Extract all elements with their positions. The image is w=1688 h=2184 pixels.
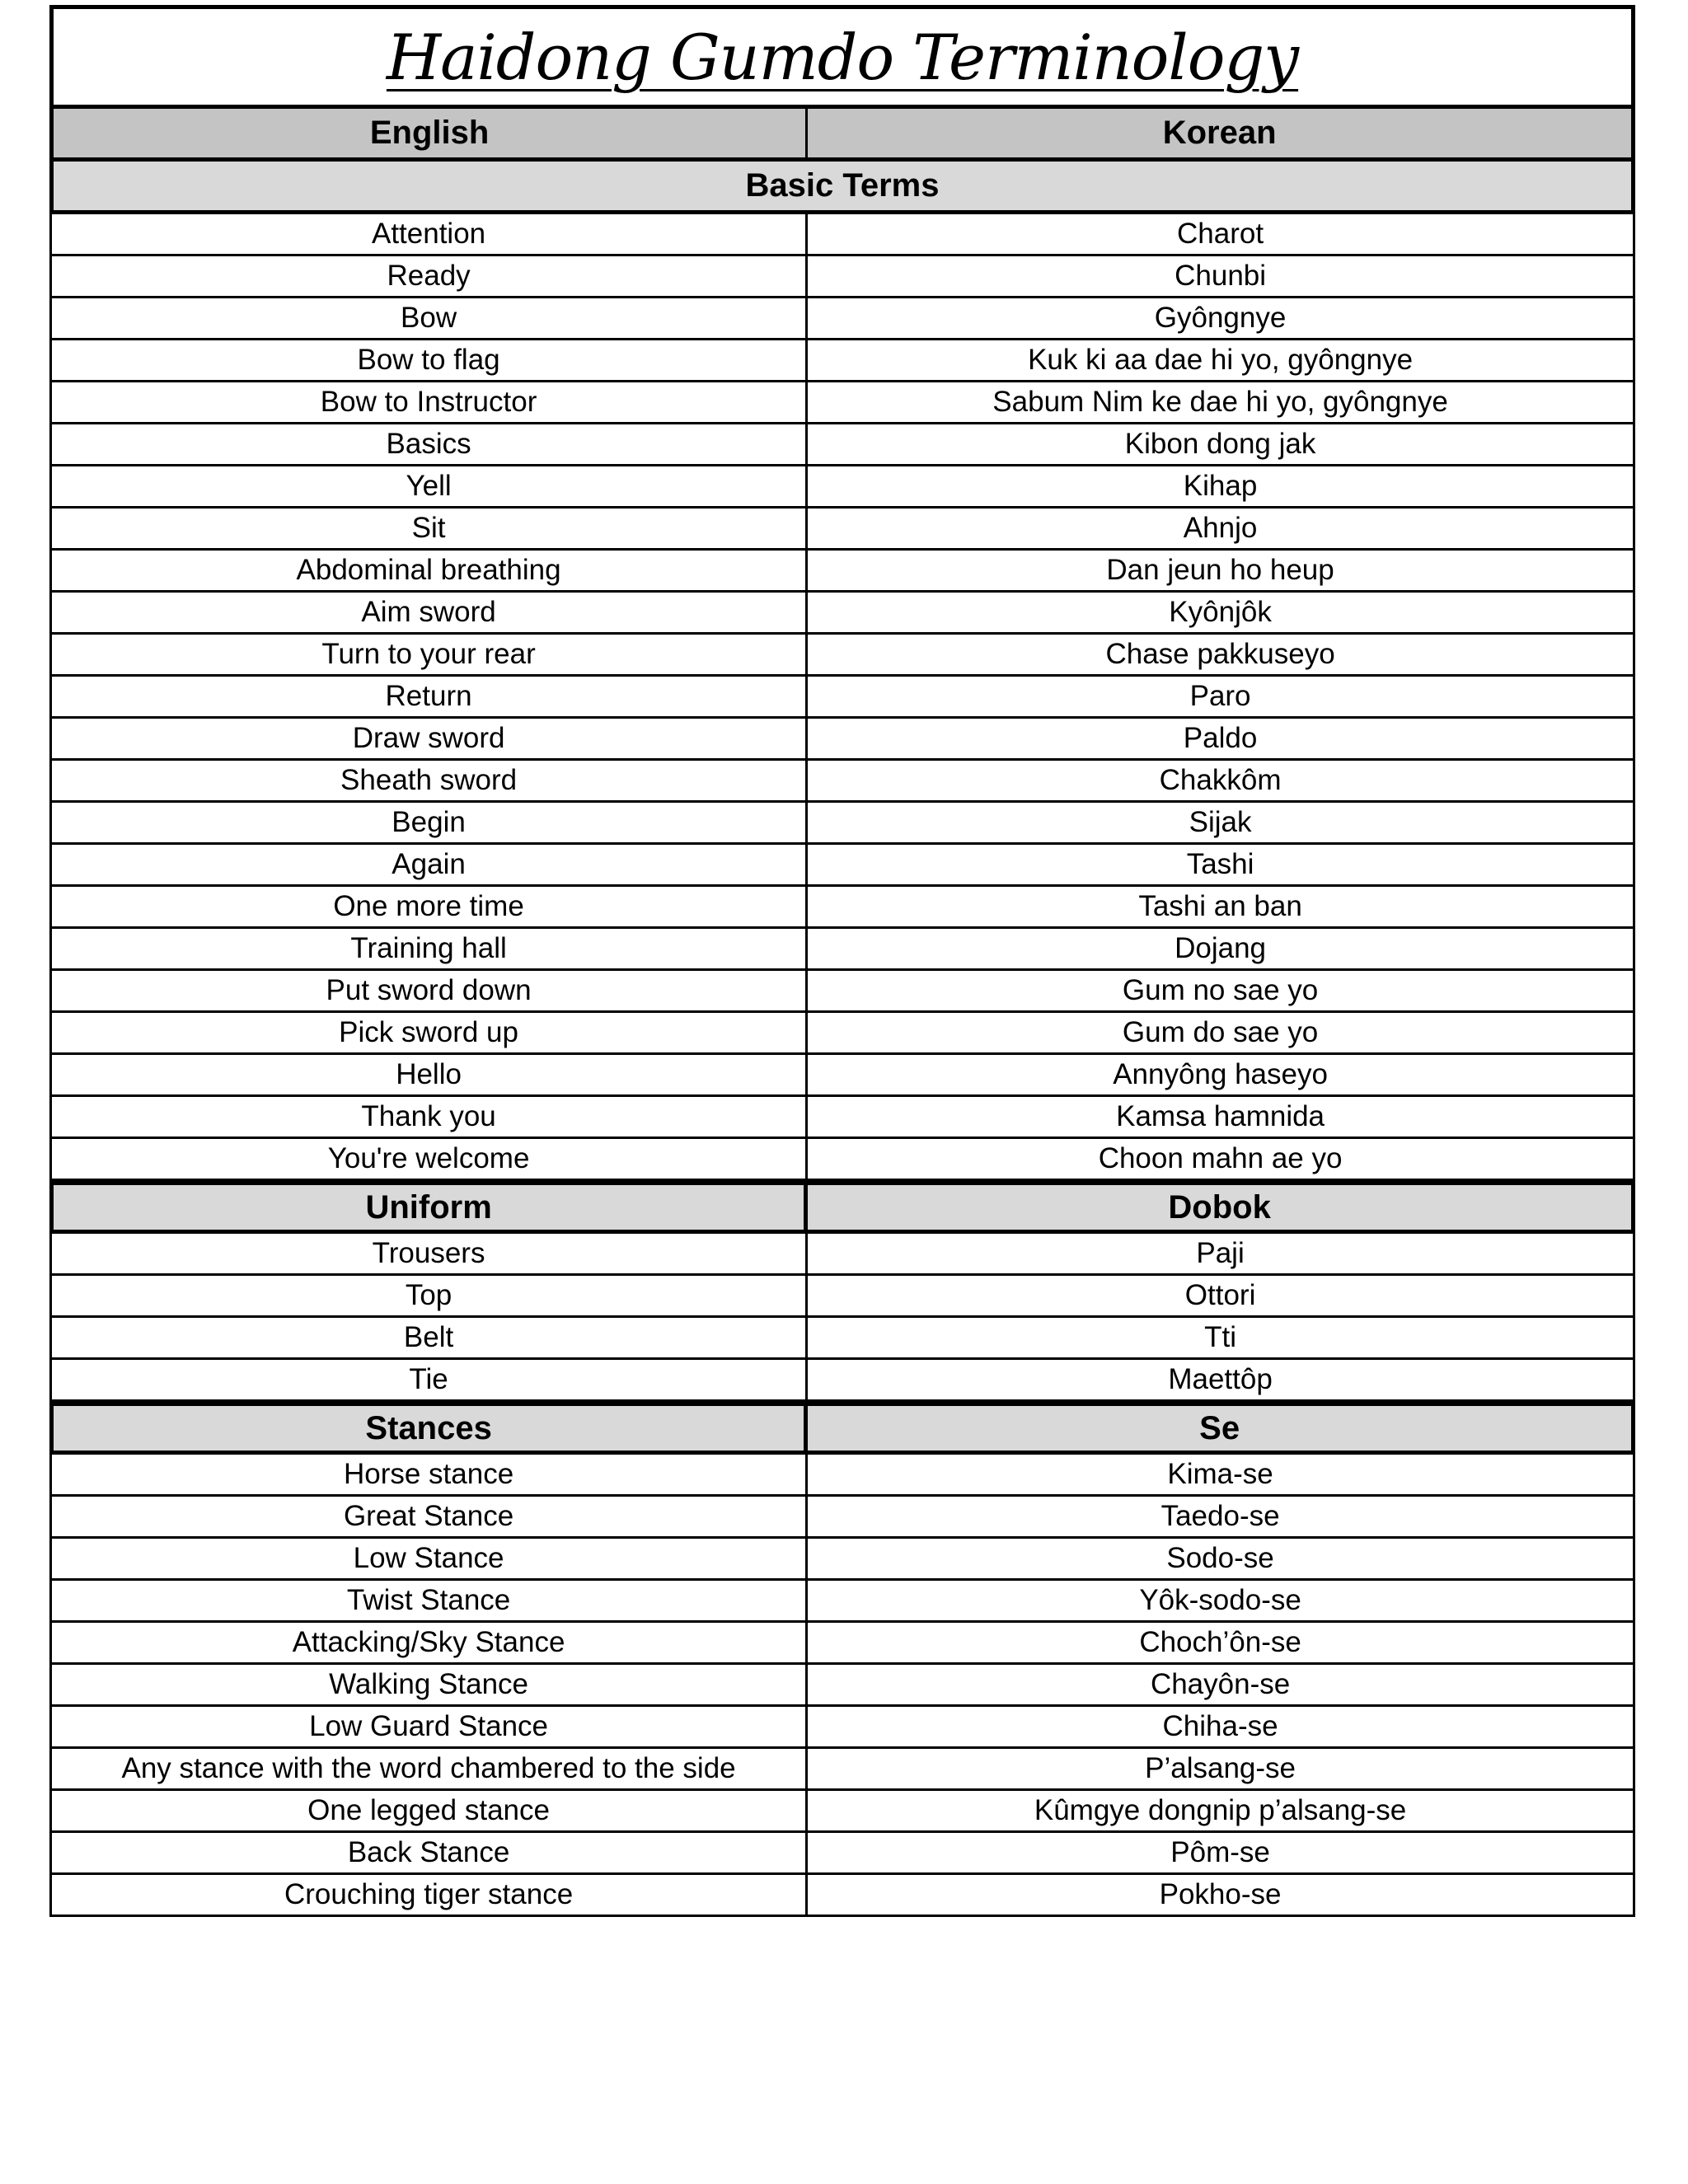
english-term: Ready [52, 256, 808, 296]
korean-term: Paldo [1183, 722, 1258, 754]
korean-term: Charot [1177, 218, 1264, 250]
table-row [49, 1013, 1635, 1055]
korean-term: Kima-se [1167, 1458, 1273, 1490]
table-row [49, 214, 1635, 256]
english-term: Trousers [52, 1234, 808, 1273]
korean-term: Tashi [1186, 848, 1254, 880]
korean-term: Chase pakkuseyo [1105, 638, 1335, 670]
table-row [49, 424, 1635, 466]
english-term: Put sword down [52, 971, 808, 1010]
english-term: Attacking/Sky Stance [52, 1623, 808, 1662]
korean-term: Paro [1189, 680, 1251, 712]
table-row [49, 1497, 1635, 1539]
column-header-row [49, 109, 1635, 162]
table-row [49, 593, 1635, 635]
table-row [49, 929, 1635, 971]
section-header [49, 162, 1635, 214]
english-term: Low Stance [52, 1539, 808, 1578]
table-row [49, 971, 1635, 1013]
table-row [49, 1139, 1635, 1181]
english-term: Twist Stance [52, 1581, 808, 1620]
english-term: Again [52, 845, 808, 884]
table-row [49, 551, 1635, 593]
section-title-english: Stances [54, 1406, 808, 1451]
korean-term: Taedo-se [1160, 1500, 1280, 1532]
english-term: Belt [52, 1318, 808, 1357]
table-row [49, 887, 1635, 929]
english-term: One legged stance [52, 1791, 808, 1830]
english-term: Bow to Instructor [52, 382, 808, 422]
english-term: Attention [52, 214, 808, 254]
korean-term: Chayôn-se [1150, 1668, 1291, 1700]
table-row [49, 1791, 1635, 1833]
table-row [49, 382, 1635, 424]
korean-term: Sijak [1189, 806, 1252, 838]
korean-term: Gyôngnye [1154, 302, 1287, 334]
english-term: Bow to flag [52, 340, 808, 380]
section-title-korean: Se [1199, 1409, 1240, 1446]
english-term: Pick sword up [52, 1013, 808, 1052]
korean-term: Ottori [1184, 1279, 1256, 1311]
table-row [49, 1707, 1635, 1749]
korean-term: Chiha-se [1162, 1710, 1278, 1742]
section-title-english: Uniform [54, 1185, 808, 1230]
table-row [49, 509, 1635, 551]
english-term: Abdominal breathing [52, 551, 808, 590]
table-row [49, 1055, 1635, 1097]
english-term: Training hall [52, 929, 808, 968]
english-term: Horse stance [52, 1455, 808, 1494]
korean-term: Kibon dong jak [1124, 428, 1316, 460]
english-term: Basics [52, 424, 808, 464]
column-header-korean: Korean [1162, 115, 1277, 151]
english-term: Return [52, 677, 808, 716]
english-term: Top [52, 1276, 808, 1315]
korean-term: Chunbi [1175, 260, 1267, 292]
sections-container [49, 162, 1635, 1917]
column-header-english: English [54, 109, 808, 157]
table-row [49, 1455, 1635, 1497]
table-row [49, 1318, 1635, 1360]
english-term: Low Guard Stance [52, 1707, 808, 1746]
page-title: Haidong Gumdo Terminology [386, 20, 1299, 94]
table-row [49, 1665, 1635, 1707]
korean-term: P’alsang-se [1145, 1752, 1296, 1784]
korean-term: Pôm-se [1170, 1836, 1270, 1868]
table-row [49, 1623, 1635, 1665]
table-row [49, 340, 1635, 382]
table-row [49, 1360, 1635, 1402]
korean-term: Maettôp [1168, 1363, 1273, 1395]
english-term: Draw sword [52, 719, 808, 758]
korean-term: Chakkôm [1159, 764, 1282, 796]
english-term: Sheath sword [52, 761, 808, 800]
korean-term: Kûmgye dongnip p’alsang-se [1034, 1794, 1407, 1826]
korean-term: Annyông haseyo [1113, 1058, 1328, 1090]
korean-term: Gum do sae yo [1122, 1016, 1319, 1048]
korean-term: Kyônjôk [1169, 596, 1272, 628]
english-term: Turn to your rear [52, 635, 808, 674]
table-row [49, 298, 1635, 340]
korean-term: Choon mahn ae yo [1098, 1142, 1343, 1174]
english-term: Begin [52, 803, 808, 842]
korean-term: Ahnjo [1183, 512, 1258, 544]
english-term: You're welcome [52, 1139, 808, 1179]
table-row [49, 1234, 1635, 1276]
table-row [49, 1875, 1635, 1917]
korean-term: Yôk-sodo-se [1139, 1584, 1301, 1616]
table-row [49, 719, 1635, 761]
english-term: Hello [52, 1055, 808, 1094]
section-title: Basic Terms [745, 167, 940, 204]
title-box [49, 5, 1635, 109]
table-row [49, 845, 1635, 887]
table-row [49, 1833, 1635, 1875]
english-term: Walking Stance [52, 1665, 808, 1704]
table-row [49, 761, 1635, 803]
terminology-sheet [49, 5, 1635, 1917]
section-header [49, 1402, 1635, 1455]
section-header [49, 1181, 1635, 1234]
english-term: Bow [52, 298, 808, 338]
korean-term: Paji [1196, 1237, 1245, 1269]
english-term: One more time [52, 887, 808, 926]
table-row [49, 635, 1635, 677]
english-term: Sit [52, 509, 808, 548]
english-term: Aim sword [52, 593, 808, 632]
korean-term: Kuk ki aa dae hi yo, gyôngnye [1028, 344, 1414, 376]
korean-term: Sabum Nim ke dae hi yo, gyôngnye [992, 386, 1448, 418]
korean-term: Kihap [1183, 470, 1258, 502]
english-term: Yell [52, 466, 808, 506]
section-title-korean: Dobok [1168, 1188, 1271, 1226]
korean-term: Dojang [1175, 932, 1267, 964]
table-row [49, 256, 1635, 298]
english-term: Back Stance [52, 1833, 808, 1872]
english-term: Great Stance [52, 1497, 808, 1536]
korean-term: Kamsa hamnida [1116, 1100, 1325, 1132]
table-row [49, 1539, 1635, 1581]
table-row [49, 803, 1635, 845]
english-term: Thank you [52, 1097, 808, 1137]
korean-term: Pokho-se [1159, 1878, 1282, 1910]
korean-term: Tashi an ban [1138, 890, 1302, 922]
table-row [49, 677, 1635, 719]
korean-term: Choch’ôn-se [1139, 1626, 1301, 1658]
english-term: Tie [52, 1360, 808, 1399]
table-row [49, 466, 1635, 509]
english-term: Crouching tiger stance [52, 1875, 808, 1915]
table-row [49, 1581, 1635, 1623]
korean-term: Sodo-se [1166, 1542, 1274, 1574]
english-term: Any stance with the word chambered to the side [52, 1749, 808, 1788]
korean-term: Gum no sae yo [1122, 974, 1319, 1006]
korean-term: Dan jeun ho heup [1106, 554, 1334, 586]
korean-term: Tti [1204, 1321, 1237, 1353]
table-row [49, 1276, 1635, 1318]
table-row [49, 1097, 1635, 1139]
table-row [49, 1749, 1635, 1791]
